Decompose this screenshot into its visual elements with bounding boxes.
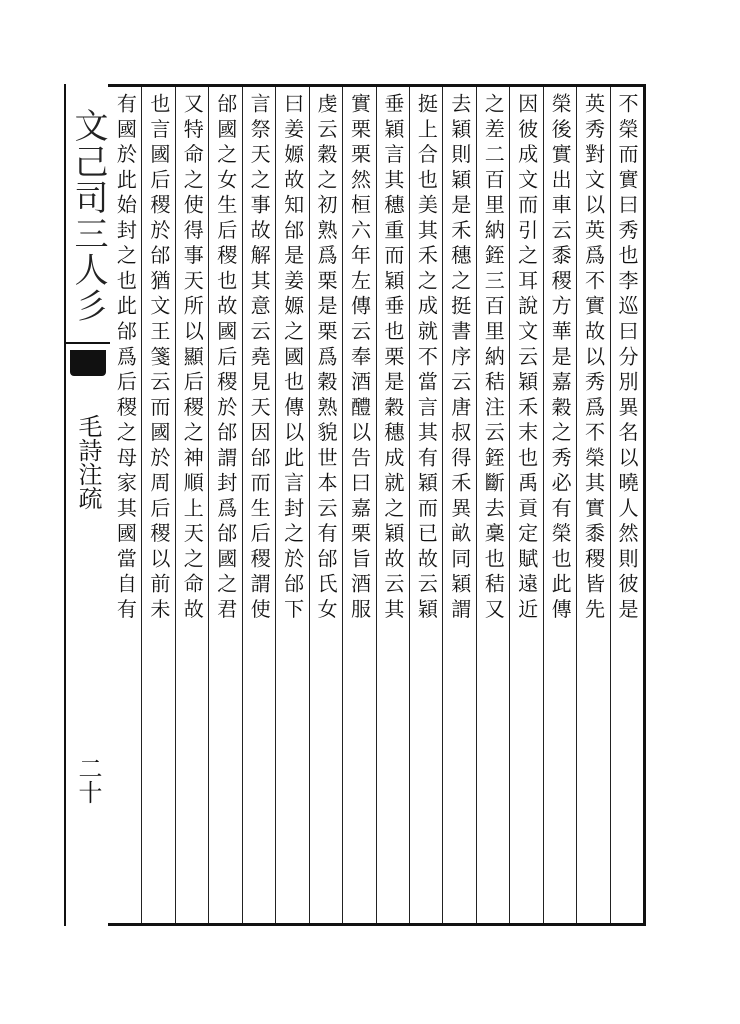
- text-column: 之差二百里納銍三百里納秸注云銍斷去稾也秸又: [476, 87, 509, 923]
- page-number: 二十: [74, 756, 102, 804]
- text-column: 不榮而實曰秀也李巡曰分別異名以曉人然則彼是: [610, 87, 643, 923]
- text-column: 虔云穀之初熟爲栗是栗爲穀熟貌世本云有邰氏女: [309, 87, 342, 923]
- text-column: 有國於此始封之也此邰爲后稷之母家其國當自有: [113, 93, 138, 624]
- text-column: 言祭天之事故解其意云堯見天因邰而生后稷謂使: [242, 87, 275, 923]
- text-column: 英秀對文以英爲不實故以秀爲不榮其實黍稷皆先: [576, 87, 609, 923]
- text-column: 又特命之使得事天所以顯后稷之神順上天之命故: [175, 87, 208, 923]
- text-columns: [108, 87, 643, 923]
- margin-top-text: 文己司三人彡: [66, 84, 110, 344]
- text-column: 也言國后稷於邰猶文王箋云而國於周后稷以前未: [141, 87, 174, 923]
- text-column: 曰姜嫄故知邰是姜嫄之國也傳以此言封之於邰下: [275, 87, 308, 923]
- book-title: 毛詩注疏: [74, 414, 102, 510]
- text-column: 挺上合也美其禾之成就不當言其有穎而已故云穎: [409, 87, 442, 923]
- text-column: 去穎則穎是禾穗之挺書序云唐叔得禾異畝同穎謂: [442, 87, 475, 923]
- fish-tail-mark: [70, 350, 106, 376]
- text-column: 因彼成文而引之耳說文云穎禾末也禹貢定賦遠近: [509, 87, 542, 923]
- margin-band: [64, 84, 108, 926]
- text-column: 榮後實出車云黍稷方華是嘉穀之秀必有榮也此傳: [543, 87, 576, 923]
- text-column: 邰國之女生后稷也故國后稷於邰謂封爲邰國之君: [208, 87, 241, 923]
- text-column: 實栗栗然桓六年左傳云奉酒醴以告曰嘉栗旨酒服: [342, 87, 375, 923]
- text-column: 垂穎言其穗重而穎垂也栗是穀穗成就之穎故云其: [376, 87, 409, 923]
